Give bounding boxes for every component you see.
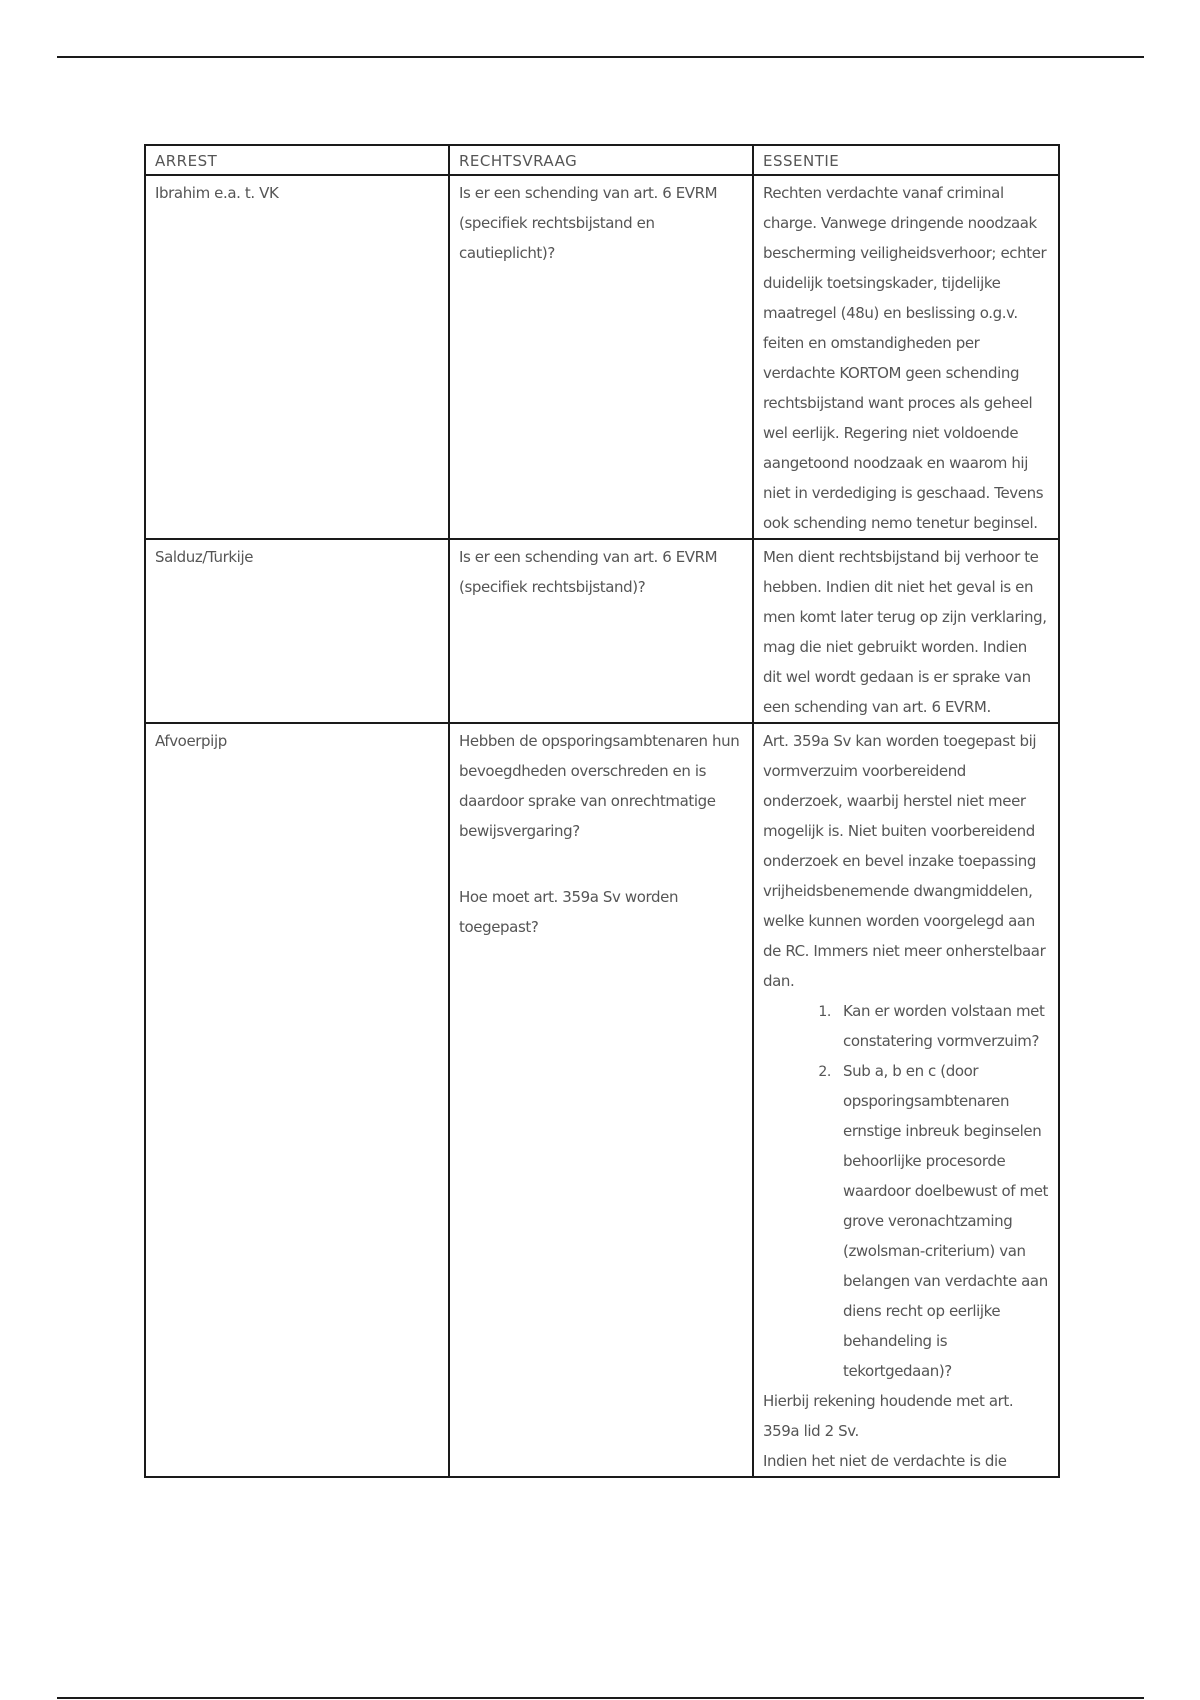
list-item: 2. Sub a, b en c (door opsporingsambtenaren ernstige inbreuk beginselen behoorlijke procesorde waardoor doelbewust of met grove veronachtzaming (zwolsman-criterium) van belangen van verdachte aan diens recht op eerlijke behandeling is tekortgedaan)? <box>835 1056 1049 1386</box>
rechtsvraag-text: Is er een schending van art. 6 EVRM (specifiek rechtsbijstand)? <box>459 548 718 596</box>
table-row <box>145 175 1059 539</box>
table-row <box>145 723 1059 1477</box>
arrest-name: Ibrahim e.a. t. VK <box>155 184 279 202</box>
paragraph-gap <box>459 846 743 882</box>
arrest-cell <box>145 723 449 1477</box>
list-item: 1. Kan er worden volstaan met constatering vormverzuim? <box>835 996 1049 1056</box>
arrest-cell <box>145 175 449 539</box>
rechtsvraag-cell <box>449 175 753 539</box>
header-rule <box>57 56 1144 58</box>
arrest-name: Salduz/Turkije <box>155 548 254 566</box>
essentie-text: Hierbij rekening houdende met art. 359a lid 2 Sv. <box>763 1392 1014 1440</box>
arrest-table <box>144 144 1060 1478</box>
rechtsvraag-text: Hoe moet art. 359a Sv worden toegepast? <box>459 888 679 936</box>
essentie-cell <box>753 723 1059 1477</box>
essentie-text: Indien het niet de verdachte is die <box>763 1452 1007 1470</box>
rechtsvraag-cell <box>449 539 753 723</box>
rechtsvraag-text: Is er een schending van art. 6 EVRM (specifiek rechtsbijstand en cautieplicht)? <box>459 184 718 262</box>
rechtsvraag-cell <box>449 723 753 1477</box>
header-essentie: ESSENTIE <box>753 145 1059 175</box>
essentie-numbered-list <box>763 996 1049 1386</box>
arrest-name: Afvoerpijp <box>155 732 227 750</box>
essentie-text: Men dient rechtsbijstand bij verhoor te hebben. Indien dit niet het geval is en men komt later terug op zijn verklaring, mag die niet gebruikt worden. Indien dit wel wordt gedaan is er sprake van een schending van art. 6 EVRM. <box>763 548 1047 716</box>
rechtsvraag-text: Hebben de opsporingsambtenaren hun bevoegdheden overschreden en is daardoor sprake van onrechtmatige bewijsvergaring? <box>459 732 740 840</box>
essentie-cell <box>753 175 1059 539</box>
essentie-text: Rechten verdachte vanaf criminal charge. Vanwege dringende noodzaak bescherming veiligheidsverhoor; echter duidelijk toetsingskader, tijdelijke maatregel (48u) en beslissing o.g.v. feiten en omstandigheden per verdachte KORTOM geen schending rechtsbijstand want proces als geheel wel eerlijk. Regering niet voldoende aangetoond noodzaak en waarom hij niet in verdediging is geschaad. Tevens ook schending nemo tenetur beginsel. <box>763 184 1047 532</box>
header-rechtsvraag: RECHTSVRAAG <box>449 145 753 175</box>
header-arrest: ARREST <box>145 145 449 175</box>
table-header-row <box>145 145 1059 175</box>
table-row <box>145 539 1059 723</box>
arrest-cell <box>145 539 449 723</box>
essentie-text: Art. 359a Sv kan worden toegepast bij vormverzuim voorbereidend onderzoek, waarbij herstel niet meer mogelijk is. Niet buiten voorbereidend onderzoek en bevel inzake toepassing vrijheidsbenemende dwangmiddelen, welke kunnen worden voorgelegd aan de RC. Immers niet meer onherstelbaar dan. <box>763 732 1046 990</box>
essentie-cell <box>753 539 1059 723</box>
footer-rule <box>57 1697 1144 1699</box>
